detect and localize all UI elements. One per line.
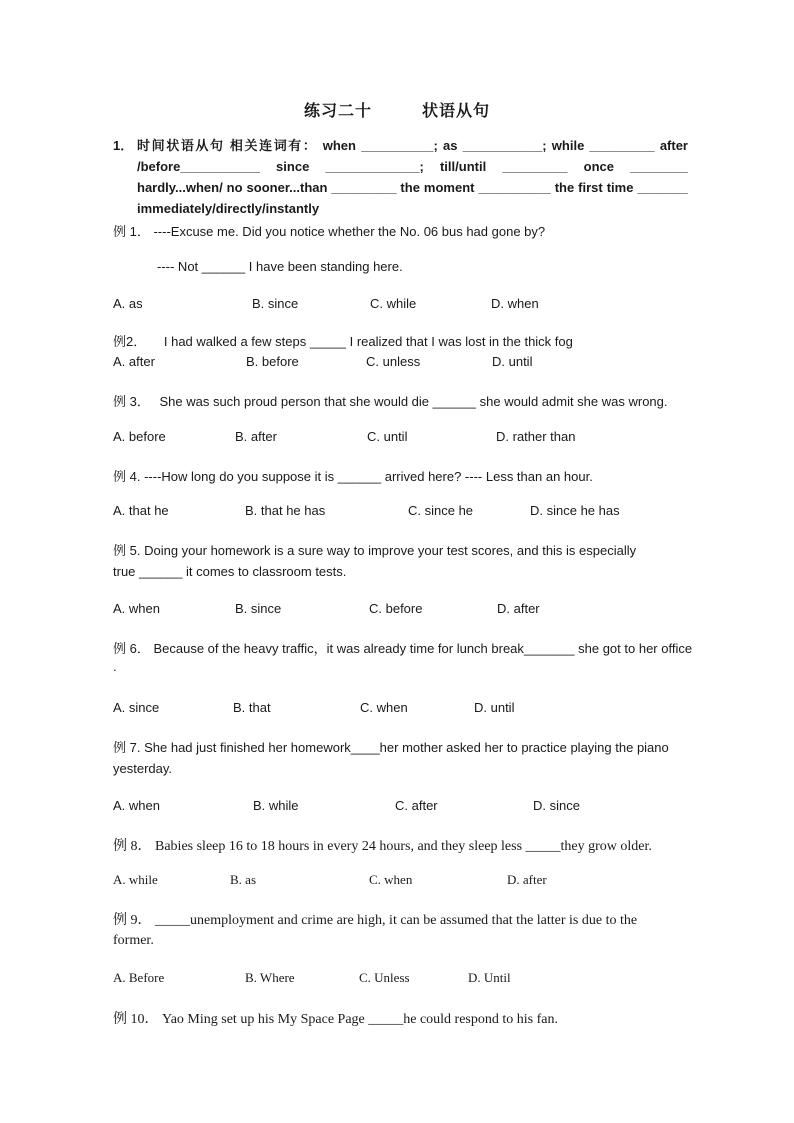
- question-text: ----How long do you suppose it is ______ arrived here? ---- Less than an hour.: [144, 469, 593, 484]
- question-text: Doing your homework is a sure way to improve your test scores, and this is especially: [144, 543, 637, 558]
- option-b: B. while: [253, 798, 299, 813]
- question-label: 例 10．: [113, 1012, 159, 1027]
- option-d: D. until: [492, 354, 533, 369]
- option-a: A. when: [113, 601, 160, 616]
- option-c: C. until: [367, 429, 408, 444]
- question-1-line-2: ---- Not ______ I have been standing here.: [157, 259, 403, 274]
- question-3: [113, 391, 668, 410]
- question-7-line-2: yesterday.: [113, 761, 173, 776]
- option-b: B. before: [246, 354, 299, 369]
- question-text: ----Excuse me. Did you notice whether the No. 06 bus had gone by?: [153, 224, 546, 239]
- option-d: D. after: [497, 601, 540, 616]
- option-c: C. since he: [408, 503, 474, 518]
- option-d: D. until: [474, 700, 515, 715]
- page-title: [0, 98, 794, 121]
- option-b: B. since: [252, 296, 299, 311]
- question-label: 例 8．: [113, 839, 152, 854]
- option-c: C. when: [369, 872, 413, 887]
- question-label: 例 5.: [113, 543, 141, 558]
- title-part2: 状语从句: [422, 103, 491, 120]
- option-c: C. after: [395, 798, 438, 813]
- section-number: 1．: [113, 138, 134, 153]
- option-b: B. that he has: [245, 503, 326, 518]
- option-b: B. after: [235, 429, 277, 444]
- question-6-line-2: .: [113, 659, 117, 674]
- option-c: C. Unless: [359, 970, 410, 985]
- question-2: [113, 331, 573, 350]
- question-text: She was such proud person that she would die ______ she would admit she was wrong.: [159, 394, 668, 409]
- question-text: She had just finished her homework____her mother asked her to practice playing the piano: [144, 740, 669, 755]
- question-8: [113, 835, 652, 855]
- question-text: I had walked a few steps _____ I realized that I was lost in the thick fog: [163, 334, 573, 349]
- question-text: Babies sleep 16 to 18 hours in every 24 hours, and they sleep less _____they grow older.: [155, 839, 652, 854]
- option-d: D. Until: [468, 970, 511, 985]
- option-c: C. while: [370, 296, 417, 311]
- section-conjunctions: [113, 135, 688, 219]
- question-10: [113, 1008, 558, 1028]
- option-c: C. unless: [366, 354, 421, 369]
- question-label: 例 7.: [113, 740, 141, 755]
- question-9: [113, 909, 637, 929]
- option-a: A. when: [113, 798, 160, 813]
- option-d: D. rather than: [496, 429, 576, 444]
- question-4: [113, 466, 593, 485]
- option-a: A. while: [113, 872, 158, 887]
- option-a: A. that he: [113, 503, 169, 518]
- question-label: 例 4.: [113, 469, 141, 484]
- question-7: [113, 737, 669, 756]
- option-d: D. since: [533, 798, 580, 813]
- question-label: 例 6．: [113, 641, 150, 656]
- option-b: B. as: [230, 872, 256, 887]
- question-label: 例 1．: [113, 224, 150, 239]
- option-c: C. when: [360, 700, 408, 715]
- option-b: B. Where: [245, 970, 295, 985]
- question-9-line-2: former.: [113, 933, 154, 948]
- option-a: A. before: [113, 429, 166, 444]
- question-text: Because of the heavy traffic，it was already time for lunch break_______ she got to her office: [153, 641, 693, 656]
- option-a: A. as: [113, 296, 143, 311]
- question-label: 例 9．: [113, 913, 152, 928]
- option-b: B. that: [233, 700, 271, 715]
- option-d: D. after: [507, 872, 547, 887]
- question-5-line-2: true ______ it comes to classroom tests.: [113, 564, 347, 579]
- option-c: C. before: [369, 601, 423, 616]
- question-text: _____unemployment and crime are high, it can be assumed that the latter is due to the: [155, 913, 638, 928]
- question-6: [113, 638, 692, 657]
- title-part1: 练习二十: [303, 103, 372, 120]
- question-label: 例2．: [113, 334, 147, 349]
- section-text: 时间状语从句 相关连词有： when __________; as ___________; while _________ after /before___________ since _____________; till/until _________ once ________ hardly...when/ no sooner...than _________ the moment __________ the first time _______ immediately/directly/instantly: [137, 138, 688, 216]
- option-a: A. after: [113, 354, 155, 369]
- option-d: D. since he has: [530, 503, 620, 518]
- option-a: A. since: [113, 700, 160, 715]
- question-1: [113, 221, 545, 240]
- question-label: 例 3．: [113, 394, 150, 409]
- option-a: A. Before: [113, 970, 165, 985]
- option-d: D. when: [491, 296, 539, 311]
- option-b: B. since: [235, 601, 282, 616]
- question-text: Yao Ming set up his My Space Page _____he could respond to his fan.: [162, 1012, 558, 1027]
- question-5: [113, 540, 636, 559]
